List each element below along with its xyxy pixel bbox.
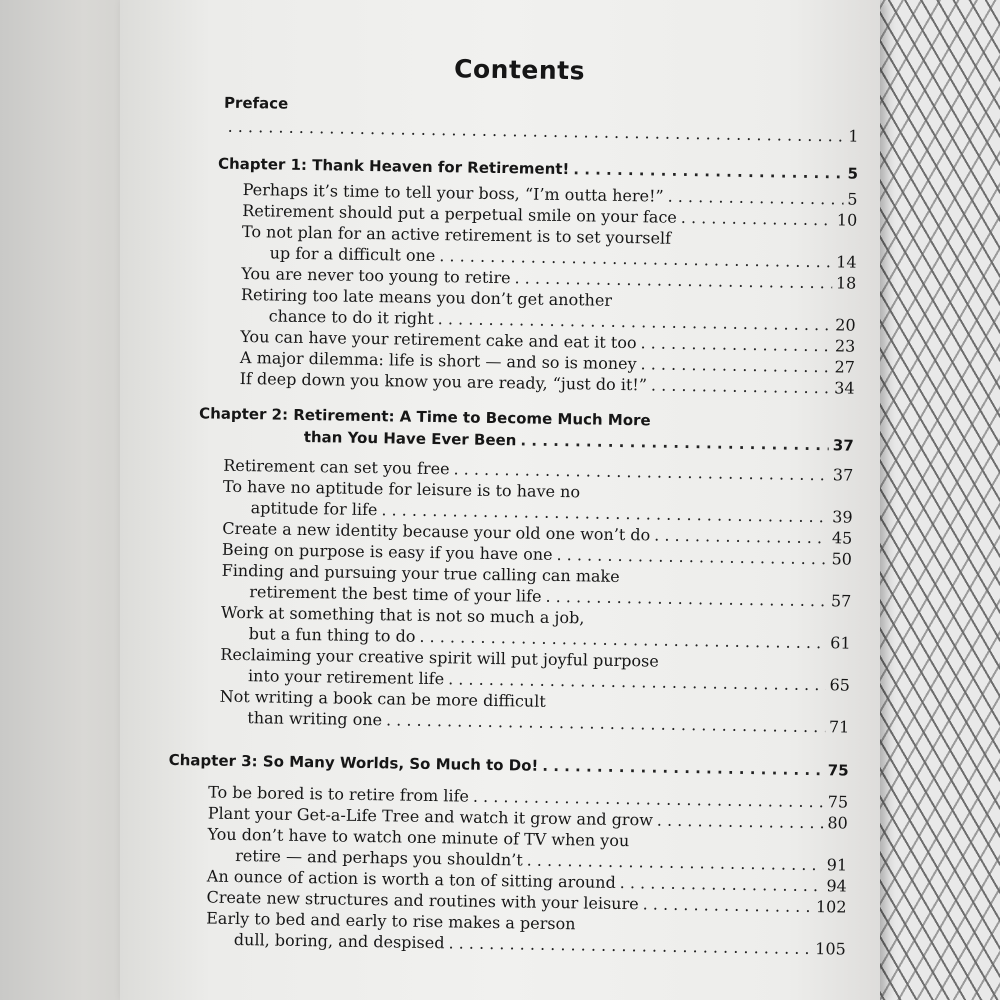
toc-entry-text: Create a new identity because your old one won’t do xyxy=(222,518,651,545)
book-page xyxy=(120,0,880,1000)
toc-entry-text: Early to bed and early to rise makes a person xyxy=(206,908,576,934)
toc-entry-text: A major dilemma: life is short — and so is money xyxy=(239,347,637,374)
toc-entry-text: Retiring too late means you don’t get another xyxy=(240,284,613,310)
toc-entry-page: 18 xyxy=(835,273,857,293)
dot-leader xyxy=(657,810,824,834)
toc-entry-text: Plant your Get-a-Life Tree and watch it grow and grow xyxy=(207,803,654,830)
dot-leader xyxy=(681,207,833,230)
contents-sheet xyxy=(166,40,860,960)
toc-entry-text: retire — and perhaps you shouldn’t xyxy=(235,845,523,870)
toc-entry-page: 57 xyxy=(830,591,852,611)
chapter-2-page: 37 xyxy=(832,436,854,455)
page-title: Contents xyxy=(453,54,586,86)
toc-entry-text: Work at something that is not so much a job, xyxy=(220,602,585,628)
toc-entry-text: Finding and pursuing your true calling can make xyxy=(221,560,620,586)
left-page-edge xyxy=(0,0,140,1000)
toc-entry-text: chance to do it right xyxy=(268,306,434,329)
toc-entry-text: You don’t have to watch one minute of TV when you xyxy=(207,824,630,851)
preface-heading: Preface xyxy=(223,93,289,113)
toc-entry-page: 91 xyxy=(826,855,848,875)
dot-leader xyxy=(545,586,827,611)
dot-leader xyxy=(651,374,831,398)
toc-entry-page: 10 xyxy=(836,210,858,230)
chapter-1-page: 5 xyxy=(847,164,859,183)
toc-entry-text: than writing one xyxy=(247,708,383,730)
dot-leader xyxy=(654,525,828,549)
toc-entry-text: If deep down you know you are ready, “just do it!” xyxy=(239,368,648,395)
dot-leader xyxy=(520,429,829,456)
toc-entry-text: dull, boring, and despised xyxy=(233,929,445,953)
toc-entry-text: but a fun thing to do xyxy=(248,624,416,646)
toc-entry-page: 39 xyxy=(832,507,853,527)
dot-leader xyxy=(640,332,831,356)
chapter-3-heading xyxy=(169,749,849,782)
toc-entry-text: Being on purpose is easy if you have one xyxy=(221,539,553,564)
chapter-3-page: 75 xyxy=(827,761,849,780)
dot-leader xyxy=(640,353,830,377)
toc-entry-page: 14 xyxy=(836,252,857,272)
chapter-3-entries xyxy=(206,782,849,960)
preface-page: 1 xyxy=(848,126,859,146)
toc-entry-text: To not plan for an active retirement is to set yourself xyxy=(241,221,672,248)
toc-entry-page: 20 xyxy=(835,315,856,335)
chapter-2-heading xyxy=(199,402,855,456)
toc-entry-page: 5 xyxy=(847,189,858,209)
toc-entry-text: retirement the best time of your life xyxy=(249,582,542,606)
dot-leader xyxy=(573,158,844,184)
toc-entry-text: up for a difficult one xyxy=(269,243,436,266)
toc-entry-text: Perhaps it’s time to tell your boss, “I’m outta here!” xyxy=(242,180,664,206)
chapter-2-title-line1: Chapter 2: Retirement: A Time to Become Much More xyxy=(198,404,651,430)
dot-leader xyxy=(643,893,813,917)
chapter-3-title: Chapter 3: So Many Worlds, So Much to Do! xyxy=(168,750,539,775)
toc-entry-page: 50 xyxy=(831,549,853,569)
chapter-2-entries xyxy=(219,455,853,738)
toc-entry-page: 27 xyxy=(834,357,856,377)
toc-entry-text: Retirement can set you free xyxy=(223,455,450,479)
chapter-1-title: Chapter 1: Thank Heaven for Retirement! xyxy=(217,154,570,179)
toc-entry-page: 102 xyxy=(815,897,847,917)
toc-entry-page: 23 xyxy=(834,336,856,356)
toc-entry-page: 45 xyxy=(831,528,853,548)
toc-entry-text: An ounce of action is worth a ton of sitting around xyxy=(206,866,616,892)
dot-leader xyxy=(227,116,844,147)
toc-entry-text: aptitude for life xyxy=(250,498,378,520)
dot-leader xyxy=(668,186,844,210)
toc-entry-text: Retirement should put a perpetual smile on your face xyxy=(242,201,678,227)
toc-entry-page: 75 xyxy=(827,792,849,812)
toc-entry-text: To be bored is to retire from life xyxy=(208,782,470,806)
toc-entry-text: You are never too young to retire xyxy=(241,263,511,288)
toc-entry-page: 61 xyxy=(830,633,851,653)
toc-entry-page: 71 xyxy=(828,717,850,737)
toc-entry-page: 37 xyxy=(832,465,854,485)
chapter-1-entries xyxy=(240,179,858,399)
toc-entry-text: Reclaiming your creative spirit will put joyful purpose xyxy=(220,644,659,671)
preface-line xyxy=(223,116,858,147)
toc-entry-page: 94 xyxy=(826,876,847,896)
toc-entry-text: Not writing a book can be more difficult xyxy=(219,686,546,711)
toc-entry-page: 65 xyxy=(829,675,851,695)
toc-entry-text: Create new structures and routines with your leisure xyxy=(206,887,639,914)
dot-leader xyxy=(448,932,811,959)
toc-entry-page: 105 xyxy=(815,939,846,959)
toc-entry-page: 80 xyxy=(827,813,848,833)
fabric-background xyxy=(860,0,1000,1000)
toc-entry-text: into your retirement life xyxy=(247,666,445,689)
toc-entry-text: To have no aptitude for leisure is to have no xyxy=(222,476,581,502)
dot-leader xyxy=(542,755,824,781)
toc-entry-page: 34 xyxy=(834,378,855,398)
chapter-2-title-line2: than You Have Ever Been xyxy=(303,427,517,450)
toc-entry-text: You can have your retirement cake and eat it too xyxy=(240,326,637,353)
